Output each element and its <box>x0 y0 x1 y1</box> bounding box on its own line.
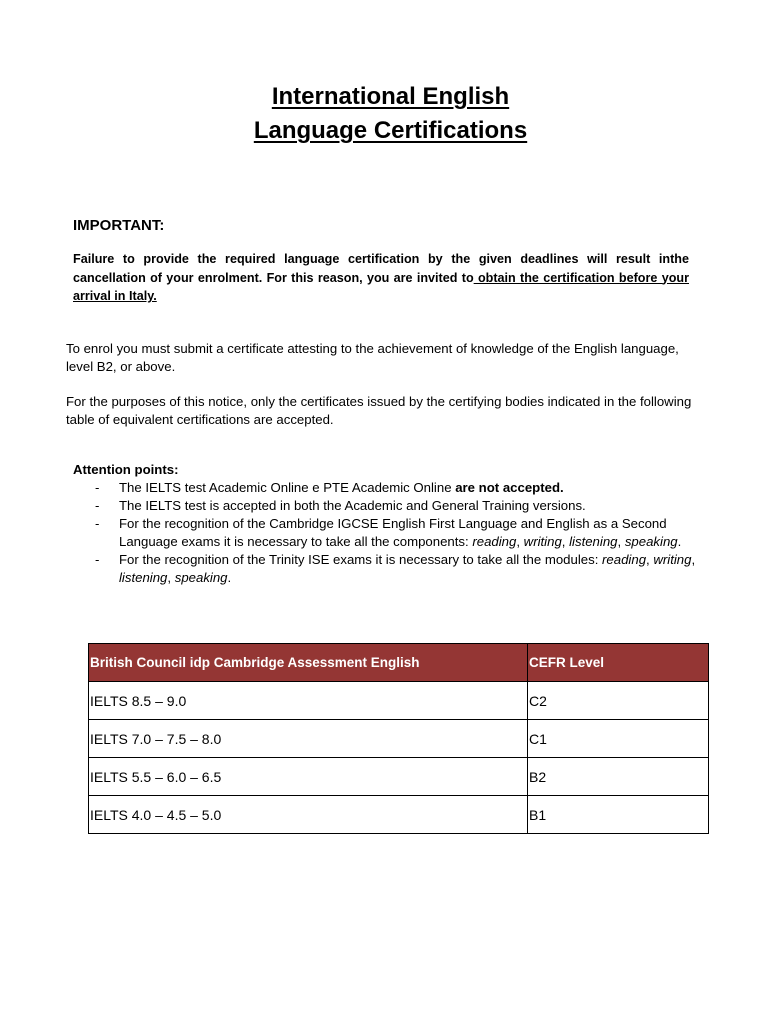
page-title <box>0 80 768 148</box>
list-item <box>73 515 703 551</box>
list-dash: - <box>95 516 100 531</box>
separator: , <box>561 534 570 549</box>
important-notice <box>73 250 689 306</box>
attention-points <box>73 461 703 587</box>
module-reading: reading <box>602 552 647 567</box>
list-item-text: The IELTS test is accepted in both the Academic and General Training versions. <box>119 498 586 513</box>
cell-certificate: IELTS 7.0 – 7.5 – 8.0 <box>89 720 528 758</box>
list-item <box>73 479 703 497</box>
cell-cefr-level: C2 <box>528 682 709 720</box>
attention-list <box>73 479 703 587</box>
list-item <box>73 551 703 587</box>
enrol-paragraph: To enrol you must submit a certificate attesting to the achievement of knowledge of the English language, level B2, or above. <box>66 341 679 374</box>
list-item-text: The IELTS test Academic Online e PTE Academic Online <box>119 480 456 495</box>
module-reading: reading <box>472 534 517 549</box>
list-item <box>73 497 703 515</box>
list-item-text: For the recognition of the Trinity ISE exams it is necessary to take all the modules: <box>119 552 603 567</box>
page-title-line-2: Language Certifications <box>253 117 528 144</box>
important-notice-text: Failure to provide the required language certification by the given deadlines will result inthe cancellation of your enrolment. For this reason, you are invited to <box>73 252 689 285</box>
list-dash: - <box>95 498 100 513</box>
table-row <box>89 758 709 796</box>
table-row <box>89 682 709 720</box>
separator: , <box>691 552 696 567</box>
cell-cefr-level: C1 <box>528 720 709 758</box>
cell-certificate: IELTS 4.0 – 4.5 – 5.0 <box>89 796 528 834</box>
separator: , <box>646 552 654 567</box>
module-listening: listening <box>119 570 168 585</box>
module-writing: writing <box>653 552 692 567</box>
list-dash: - <box>95 480 100 495</box>
cell-cefr-level: B2 <box>528 758 709 796</box>
cell-certificate: IELTS 8.5 – 9.0 <box>89 682 528 720</box>
cell-cefr-level: B1 <box>528 796 709 834</box>
table-header-row <box>89 644 709 682</box>
module-writing: writing <box>523 534 562 549</box>
attention-title: Attention points: <box>73 462 179 477</box>
purposes-paragraph: For the purposes of this notice, only the certificates issued by the certifying bodies indicated in the following table of equivalent certifications are accepted. <box>66 394 692 427</box>
table-row <box>89 720 709 758</box>
certification-table <box>88 643 709 834</box>
period: . <box>227 570 232 585</box>
cell-certificate: IELTS 5.5 – 6.0 – 6.5 <box>89 758 528 796</box>
list-item-bold: are not accepted. <box>455 480 564 495</box>
module-speaking: speaking <box>624 534 678 549</box>
separator: , <box>617 534 625 549</box>
table-row <box>89 796 709 834</box>
header-certifying-bodies: British Council idp Cambridge Assessment English <box>89 644 528 682</box>
list-dash: - <box>95 552 100 567</box>
header-cefr-level: CEFR Level <box>528 644 709 682</box>
page-title-line-1: International English <box>271 83 510 110</box>
important-heading: IMPORTANT: <box>73 217 165 234</box>
period: . <box>677 534 682 549</box>
module-listening: listening <box>569 534 618 549</box>
list-item-text: For the recognition of the Cambridge IGCSE English First Language and English as a Second Language exams it is necessary to take all the components: <box>119 516 667 549</box>
separator: , <box>516 534 524 549</box>
important-notice-underlined: obtain the certification before your arrival in Italy. <box>73 270 689 303</box>
module-speaking: speaking <box>174 570 228 585</box>
separator: , <box>167 570 175 585</box>
